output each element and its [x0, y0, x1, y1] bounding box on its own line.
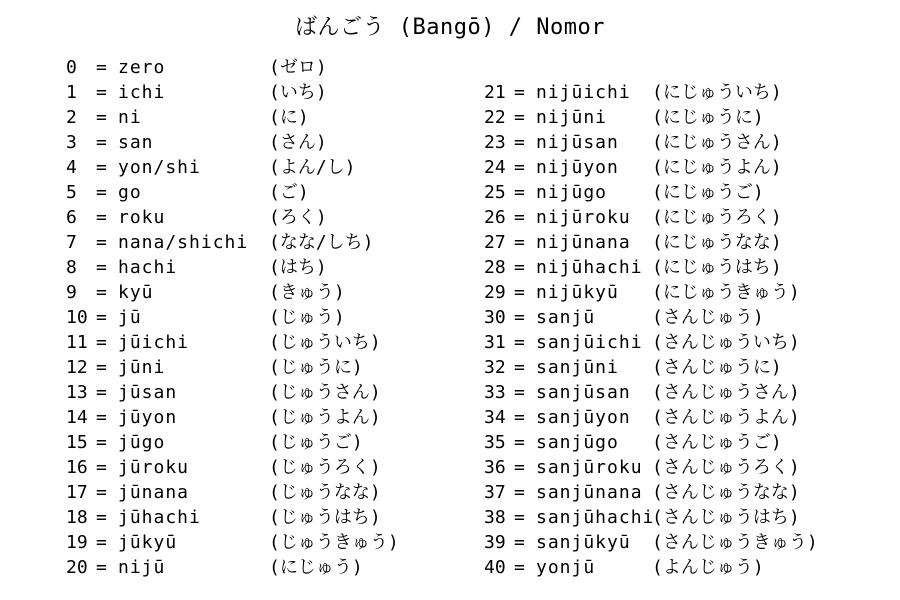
kana-reading: (じゅう) — [269, 307, 345, 328]
romaji-reading: sanjūhachi — [536, 507, 655, 528]
number-value: 40 — [484, 557, 506, 578]
equals-sign: = — [514, 207, 525, 228]
number-value: 13 — [66, 382, 88, 403]
kana-reading: (にじゅうはち) — [652, 257, 782, 278]
number-value: 34 — [484, 407, 506, 428]
number-value: 16 — [66, 457, 88, 478]
equals-sign: = — [514, 432, 525, 453]
equals-sign: = — [514, 82, 525, 103]
number-value: 37 — [484, 482, 506, 503]
equals-sign: = — [514, 532, 525, 553]
number-value: 28 — [484, 257, 506, 278]
romaji-reading: yon/shi — [118, 157, 201, 178]
romaji-reading: nijūkyū — [536, 282, 619, 303]
romaji-reading: yonjū — [536, 557, 596, 578]
equals-sign: = — [96, 207, 107, 228]
kana-reading: (さんじゅうよん) — [652, 407, 800, 428]
number-value: 26 — [484, 207, 506, 228]
romaji-reading: go — [118, 182, 142, 203]
equals-sign: = — [96, 82, 107, 103]
romaji-reading: sanjūni — [536, 357, 619, 378]
romaji-reading: jūkyū — [118, 532, 178, 553]
equals-sign: = — [96, 132, 107, 153]
kana-reading: (さんじゅうご) — [652, 432, 782, 453]
equals-sign: = — [514, 257, 525, 278]
romaji-reading: sanjū — [536, 307, 596, 328]
kana-reading: (さんじゅうろく) — [652, 457, 800, 478]
number-value: 0 — [66, 57, 77, 78]
number-value: 21 — [484, 82, 506, 103]
romaji-reading: sanjūyon — [536, 407, 631, 428]
equals-sign: = — [514, 357, 525, 378]
number-value: 5 — [66, 182, 77, 203]
equals-sign: = — [96, 507, 107, 528]
equals-sign: = — [96, 307, 107, 328]
romaji-reading: nana/shichi — [118, 232, 249, 253]
number-value: 33 — [484, 382, 506, 403]
kana-reading: (さんじゅうはち) — [652, 507, 800, 528]
equals-sign: = — [514, 157, 525, 178]
romaji-reading: nijūroku — [536, 207, 631, 228]
equals-sign: = — [96, 282, 107, 303]
romaji-reading: jūroku — [118, 457, 190, 478]
romaji-reading: hachi — [118, 257, 178, 278]
number-value: 10 — [66, 307, 88, 328]
kana-reading: (にじゅうよん) — [652, 157, 782, 178]
number-value: 12 — [66, 357, 88, 378]
number-value: 30 — [484, 307, 506, 328]
kana-reading: (じゅうよん) — [269, 407, 381, 428]
kana-reading: (じゅうご) — [269, 432, 363, 453]
number-value: 39 — [484, 532, 506, 553]
kana-reading: (じゅうはち) — [269, 507, 381, 528]
kana-reading: (にじゅうご) — [652, 182, 764, 203]
equals-sign: = — [96, 457, 107, 478]
number-value: 20 — [66, 557, 88, 578]
equals-sign: = — [96, 357, 107, 378]
kana-reading: (さんじゅうに) — [652, 357, 782, 378]
kana-reading: (にじゅういち) — [652, 82, 782, 103]
number-value: 31 — [484, 332, 506, 353]
romaji-reading: jūni — [118, 357, 166, 378]
kana-reading: (さん) — [269, 132, 327, 153]
kana-reading: (ゼロ) — [269, 57, 327, 78]
romaji-reading: jū — [118, 307, 142, 328]
equals-sign: = — [96, 532, 107, 553]
number-value: 27 — [484, 232, 506, 253]
kana-reading: (ご) — [269, 182, 309, 203]
kana-reading: (じゅうきゅう) — [269, 532, 399, 553]
romaji-reading: sanjūgo — [536, 432, 619, 453]
equals-sign: = — [514, 307, 525, 328]
equals-sign: = — [514, 282, 525, 303]
equals-sign: = — [96, 482, 107, 503]
number-value: 17 — [66, 482, 88, 503]
romaji-reading: nijūhachi — [536, 257, 643, 278]
equals-sign: = — [514, 332, 525, 353]
equals-sign: = — [514, 507, 525, 528]
number-value: 2 — [66, 107, 77, 128]
romaji-reading: jūsan — [118, 382, 178, 403]
romaji-reading: jūhachi — [118, 507, 201, 528]
kana-reading: (じゅうなな) — [269, 482, 381, 503]
romaji-reading: nijūnana — [536, 232, 631, 253]
romaji-reading: nijū — [118, 557, 166, 578]
number-value: 36 — [484, 457, 506, 478]
kana-reading: (ろく) — [269, 207, 327, 228]
number-value: 38 — [484, 507, 506, 528]
equals-sign: = — [96, 432, 107, 453]
number-value: 1 — [66, 82, 77, 103]
number-value: 18 — [66, 507, 88, 528]
equals-sign: = — [96, 257, 107, 278]
romaji-reading: sanjūsan — [536, 382, 631, 403]
number-value: 23 — [484, 132, 506, 153]
romaji-reading: sanjūnana — [536, 482, 643, 503]
number-value: 15 — [66, 432, 88, 453]
romaji-reading: nijūichi — [536, 82, 631, 103]
kana-reading: (にじゅうに) — [652, 107, 764, 128]
number-value: 6 — [66, 207, 77, 228]
equals-sign: = — [514, 457, 525, 478]
kana-reading: (さんじゅうなな) — [652, 482, 800, 503]
equals-sign: = — [96, 107, 107, 128]
number-value: 4 — [66, 157, 77, 178]
number-value: 14 — [66, 407, 88, 428]
number-value: 3 — [66, 132, 77, 153]
kana-reading: (じゅうさん) — [269, 382, 381, 403]
romaji-reading: roku — [118, 207, 166, 228]
kana-reading: (にじゅうなな) — [652, 232, 782, 253]
kana-reading: (じゅういち) — [269, 332, 381, 353]
romaji-reading: jūnana — [118, 482, 190, 503]
equals-sign: = — [96, 57, 107, 78]
number-value: 32 — [484, 357, 506, 378]
romaji-reading: jūyon — [118, 407, 178, 428]
number-value: 7 — [66, 232, 77, 253]
kana-reading: (さんじゅうさん) — [652, 382, 800, 403]
equals-sign: = — [96, 232, 107, 253]
kana-reading: (にじゅうさん) — [652, 132, 782, 153]
romaji-reading: zero — [118, 57, 166, 78]
equals-sign: = — [96, 182, 107, 203]
kana-reading: (にじゅう) — [269, 557, 363, 578]
romaji-reading: sanjūroku — [536, 457, 643, 478]
number-value: 22 — [484, 107, 506, 128]
romaji-reading: sanjūkyū — [536, 532, 631, 553]
kana-reading: (さんじゅういち) — [652, 332, 800, 353]
number-value: 11 — [66, 332, 88, 353]
number-value: 19 — [66, 532, 88, 553]
romaji-reading: sanjūichi — [536, 332, 643, 353]
kana-reading: (はち) — [269, 257, 327, 278]
romaji-reading: ichi — [118, 82, 166, 103]
romaji-reading: jūichi — [118, 332, 190, 353]
romaji-reading: nijūyon — [536, 157, 619, 178]
equals-sign: = — [514, 182, 525, 203]
equals-sign: = — [514, 482, 525, 503]
equals-sign: = — [514, 407, 525, 428]
romaji-reading: san — [118, 132, 154, 153]
number-value: 9 — [66, 282, 77, 303]
number-value: 35 — [484, 432, 506, 453]
kana-reading: (にじゅうろく) — [652, 207, 782, 228]
equals-sign: = — [96, 557, 107, 578]
equals-sign: = — [514, 132, 525, 153]
kana-reading: (にじゅうきゅう) — [652, 282, 800, 303]
kana-reading: (さんじゅうきゅう) — [652, 532, 818, 553]
number-value: 29 — [484, 282, 506, 303]
kana-reading: (いち) — [269, 82, 327, 103]
kana-reading: (じゅうに) — [269, 357, 363, 378]
romaji-reading: jūgo — [118, 432, 166, 453]
page-title: ばんごう (Bangō) / Nomor — [295, 15, 605, 40]
romaji-reading: nijūgo — [536, 182, 608, 203]
kana-reading: (さんじゅう) — [652, 307, 764, 328]
romaji-reading: nijūsan — [536, 132, 619, 153]
kana-reading: (じゅうろく) — [269, 457, 381, 478]
kana-reading: (に) — [269, 107, 309, 128]
romaji-reading: kyū — [118, 282, 154, 303]
number-value: 25 — [484, 182, 506, 203]
kana-reading: (よんじゅう) — [652, 557, 764, 578]
equals-sign: = — [514, 232, 525, 253]
romaji-reading: nijūni — [536, 107, 608, 128]
number-value: 24 — [484, 157, 506, 178]
equals-sign: = — [514, 382, 525, 403]
kana-reading: (なな/しち) — [269, 232, 374, 253]
equals-sign: = — [96, 407, 107, 428]
kana-reading: (きゅう) — [269, 282, 345, 303]
romaji-reading: ni — [118, 107, 142, 128]
equals-sign: = — [514, 557, 525, 578]
equals-sign: = — [96, 382, 107, 403]
kana-reading: (よん/し) — [269, 157, 356, 178]
equals-sign: = — [96, 332, 107, 353]
equals-sign: = — [96, 157, 107, 178]
equals-sign: = — [514, 107, 525, 128]
number-value: 8 — [66, 257, 77, 278]
